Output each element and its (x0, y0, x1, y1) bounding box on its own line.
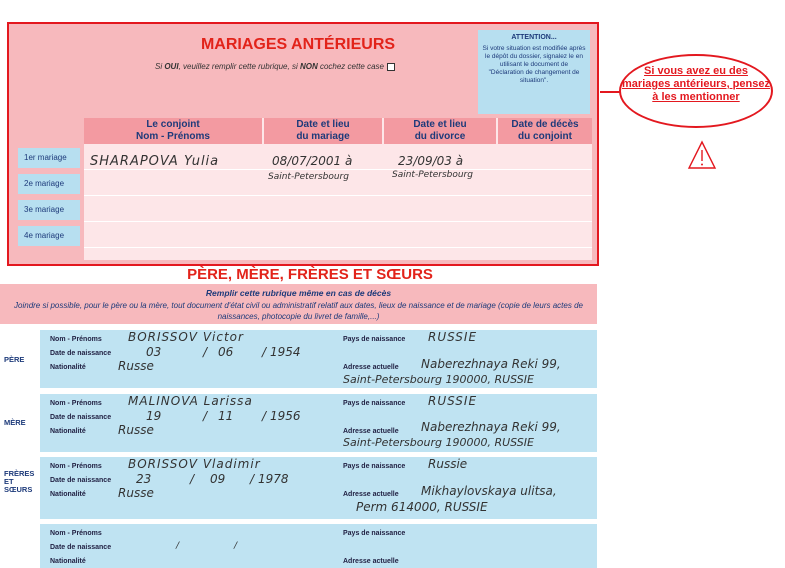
label-pays: Pays de naissance (343, 336, 406, 343)
header-divorce-l2: du divorce (414, 131, 466, 142)
header-mariage-l1: Date et lieu (296, 119, 350, 130)
label-date: Date de naissance (50, 350, 112, 357)
header-conjoint-l2: Nom - Prénoms (136, 131, 210, 142)
sibling-birth-month[interactable]: 09 (210, 472, 226, 486)
attention-box (478, 30, 590, 114)
pere-birth-sep2: / (262, 345, 267, 359)
label-nationalite: Nationalité (50, 364, 86, 371)
mere-birth-month[interactable]: 11 (218, 409, 234, 423)
sibling-birth-year[interactable]: 1978 (258, 472, 289, 486)
header-deces (498, 118, 592, 144)
header-conjoint (84, 118, 262, 144)
divorce-1-lieu[interactable]: Saint-Petersbourg (392, 170, 473, 180)
label-nationalite: Nationalité (50, 491, 86, 498)
mere-name[interactable]: MALINOVA Larissa (128, 394, 253, 408)
label-date: Date de naissance (50, 477, 112, 484)
mere-adresse-2[interactable]: Saint-Petersbourg 190000, RUSSIE (343, 436, 534, 449)
row-label-1: 1er mariage (18, 148, 80, 168)
side-label-pere: PÈRE (4, 355, 25, 364)
label-nom: Nom - Prénoms (50, 463, 102, 470)
conjoint-1-name[interactable]: SHARAPOVA Yulia (90, 154, 220, 169)
label-nom: Nom - Prénoms (50, 400, 102, 407)
sibling-birth-day[interactable]: 23 (136, 472, 152, 486)
label-nationalite: Nationalité (50, 428, 86, 435)
divorce-1-date[interactable]: 23/09/03 à (398, 154, 464, 168)
pere-nationality[interactable]: Russe (118, 359, 154, 373)
pere-adresse-1[interactable]: Naberezhnaya Reki 99, (421, 357, 561, 371)
header-mariage (264, 118, 382, 144)
sibling-nationality[interactable]: Russe (118, 486, 154, 500)
label-pays: Pays de naissance (343, 530, 406, 537)
pere-pays[interactable]: RUSSIE (428, 330, 478, 344)
mere-birth-day[interactable]: 19 (146, 409, 162, 423)
warning-triangle-icon (687, 140, 717, 175)
header-divorce-l1: Date et lieu (413, 119, 467, 130)
label-adresse: Adresse actuelle (343, 364, 399, 371)
row-line-4 (84, 228, 592, 248)
parents-title: PÈRE, MÈRE, FRÈRES ET SŒURS (187, 266, 433, 283)
header-deces-l1: Date de décès (511, 119, 579, 130)
sibling-adresse-1[interactable]: Mikhaylovskaya ulitsa, (421, 484, 557, 498)
mariages-title: MARIAGES ANTÉRIEURS (200, 36, 396, 53)
pere-adresse-2[interactable]: Saint-Petersbourg 190000, RUSSIE (343, 373, 534, 386)
sibling-birth-sep2: / (250, 472, 255, 486)
instruction-non: NON (299, 62, 318, 71)
mere-birth-sep1: / (203, 409, 208, 423)
instruction-text-mid: , veuillez remplir cette rubrique, si (178, 62, 300, 71)
mariages-instruction (110, 62, 440, 71)
person-block-empty (40, 524, 597, 568)
header-mariage-l2: du mariage (296, 131, 350, 142)
row-label-2: 2e mariage (18, 174, 80, 194)
label-pays: Pays de naissance (343, 463, 406, 470)
sibling-adresse-2[interactable]: Perm 614000, RUSSIE (356, 500, 488, 514)
attention-text: Si votre situation est modifiée après le dépôt du dossier, signalez le en utilisant le document de "Déclaration de changement de situation". (482, 45, 586, 84)
callout-connector (600, 91, 620, 93)
mariage-1-date[interactable]: 08/07/2001 à (272, 154, 353, 168)
label-adresse: Adresse actuelle (343, 428, 399, 435)
label-adresse: Adresse actuelle (343, 558, 399, 565)
parents-instruction-2: Joindre si possible, pour le père ou la mère, tout document d'état civil ou administratif relatif aux dates, lieux de naissance et de mariage (copie de leurs actes de naissances, photocopie du livret de famille,...) (14, 301, 583, 321)
pere-birth-month[interactable]: 06 (218, 345, 234, 359)
pere-name[interactable]: BORISSOV Victor (128, 330, 244, 344)
pere-birth-year[interactable]: 1954 (270, 345, 301, 359)
label-adresse: Adresse actuelle (343, 491, 399, 498)
header-conjoint-l1: Le conjoint (146, 119, 200, 130)
attention-title: ATTENTION... (511, 34, 557, 41)
sibling-birth-sep1: / (190, 472, 195, 486)
sibling-name[interactable]: BORISSOV Vladimir (128, 457, 261, 471)
label-nom: Nom - Prénoms (50, 530, 102, 537)
label-date: Date de naissance (50, 544, 112, 551)
empty-birth-sep1: / (176, 541, 180, 551)
mere-birth-sep2: / (262, 409, 267, 423)
label-pays: Pays de naissance (343, 400, 406, 407)
row-label-3: 3e mariage (18, 200, 80, 220)
pere-birth-sep1: / (203, 345, 208, 359)
no-previous-marriage-checkbox[interactable] (387, 63, 395, 71)
label-nationalite: Nationalité (50, 558, 86, 565)
instruction-text: Si (154, 62, 165, 71)
side-label-mere: MÈRE (4, 418, 26, 427)
instruction-oui: OUI (164, 62, 179, 71)
mere-nationality[interactable]: Russe (118, 423, 154, 437)
mariage-1-lieu[interactable]: Saint-Petersbourg (268, 172, 349, 182)
row-label-4: 4e mariage (18, 226, 80, 246)
header-deces-l2: du conjoint (518, 131, 572, 142)
header-divorce (384, 118, 496, 144)
mere-birth-year[interactable]: 1956 (270, 409, 301, 423)
mere-pays[interactable]: RUSSIE (428, 394, 478, 408)
mere-adresse-1[interactable]: Naberezhnaya Reki 99, (421, 420, 561, 434)
callout-reminder: Si vous avez eu des mariages antérieurs, pensez à les mentionner (619, 54, 773, 128)
parents-instruction-1: Remplir cette rubrique même en cas de décès (205, 288, 392, 298)
empty-birth-sep2: / (234, 541, 238, 551)
label-date: Date de naissance (50, 414, 112, 421)
pere-birth-day[interactable]: 03 (146, 345, 162, 359)
instruction-text-post: cochez cette case (317, 62, 384, 71)
side-label-siblings: FRÈRES ET SŒURS (4, 469, 35, 494)
sibling-pays[interactable]: Russie (428, 457, 468, 471)
label-nom: Nom - Prénoms (50, 336, 102, 343)
row-line-3 (84, 202, 592, 222)
